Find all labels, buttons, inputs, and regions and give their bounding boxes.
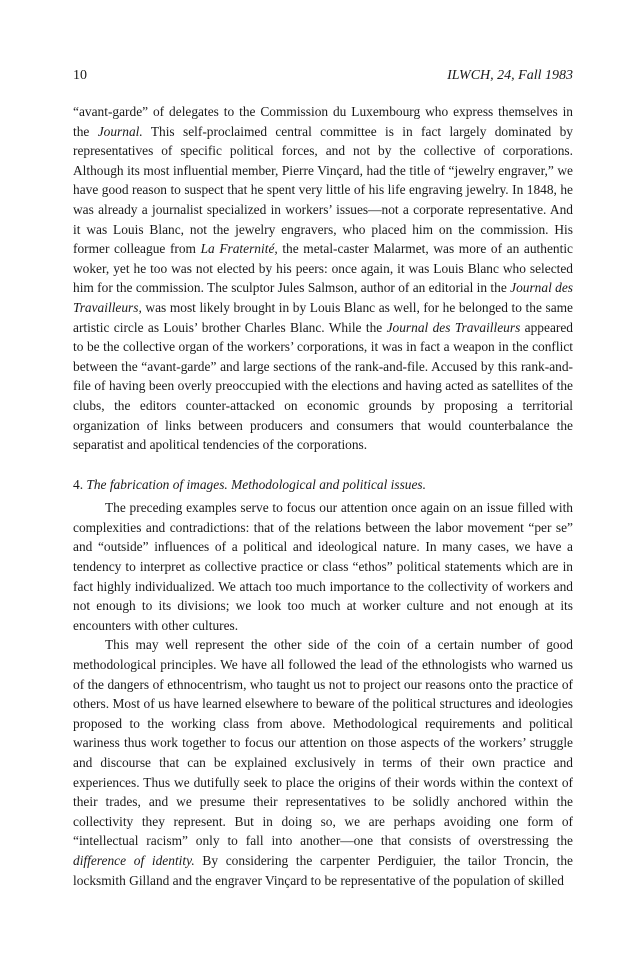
body-paragraph-2: The preceding examples serve to focus our attention once again on an issue filled with complexities and contradictions: that of the relations between the labor movement “per se” and “outside” influences of a political and ideological nature. In many cases, we have a tendency to interpret as collective practice or class “ethos” political statements which are in fact highly individualized. We attach too much importance to the collectivity of workers and not enough to its divisions; we look too much at worker culture and not enough at its encounters with other cultures. bbox=[73, 500, 573, 633]
journal-citation: ILWCH, 24, Fall 1983 bbox=[447, 68, 573, 83]
section-heading bbox=[73, 475, 573, 495]
text-run-italic: Journal. bbox=[97, 123, 143, 139]
text-run: “avant-garde” of delegates to the Commission du Luxembourg who express themselves in the bbox=[73, 104, 573, 139]
text-run: This may well represent the other side of the coin of a certain number of good methodological principles. We have all followed the lead of the ethnologists who warned us of the dangers of ethnocentrism, who taught us not to project our reasons onto the practice of others. Most of us have learned elsewhere to beware of the political structures and ideologies proposed to the working class from above. Methodological requirements and political wariness thus work together to focus our attention on those aspects of the workers’ struggle and discourse that can be explained exclusively in terms of their own practice and experiences. Thus we dutifully seek to place the origins of their words within the context of their trades, and we presume their representatives to be solidly anchored within the collectivity they represent. But in doing so, we are perhaps avoiding one form of “intellectual racism” only to fall into another—one that consists of overstressing the bbox=[73, 637, 573, 849]
text-run-italic: difference of identity. bbox=[73, 852, 195, 868]
running-header bbox=[73, 68, 573, 84]
text-run: was most likely brought in by Louis Blanc as well, for he belonged to the same artistic circle as Louis’ brother Charles Blanc. While the bbox=[73, 299, 573, 335]
text-run: appeared to be the collective organ of the workers’ corporations, it was in fact a weapon in the conflict between the “avant-garde” and large sections of the rank-and-file. Accused by this rank-and-file of having been overly preoccupied with the elections and having acted as satellites of the clubs, the editors counter-attacked on economic grounds by proposing a territorial organization of links between producers and consumers that would counterbalance the separatist and apolitical tendencies of the corporations. bbox=[73, 319, 573, 453]
text-run: the metal-caster Malarmet, was more of an authentic woker, yet he too was not elected by his peers: once again, it was Louis Blanc who selected him for the commission. The sculptor Jules Salmson, author of an editorial in the bbox=[73, 241, 573, 296]
text-run: This self-proclaimed central committee is in fact largely dominated by representatives of specific political forces, and not by the collective of corporations. Although its most influential member, Pierre Vinçard, had the title of “jewelry engraver,” we have good reason to suspect that he spent very little of his life engraving jewelry. In 1848, he was already a journalist specialized in workers’ issues—not a corporate representative. And it was Louis Blanc, not the jewelry engravers, who placed him on the commission. His former colleague from bbox=[73, 123, 573, 257]
page-number: 10 bbox=[73, 68, 87, 83]
section-number: 4. bbox=[73, 476, 84, 492]
text-run: By considering the carpenter Perdiguier, the tailor Troncin, the locksmith Gilland and the engraver Vinçard to be representative of the population of skilled bbox=[73, 852, 574, 888]
text-run-italic: La Fraternité, bbox=[200, 241, 278, 257]
body-paragraph-3 bbox=[73, 635, 573, 890]
text-run-italic: Journal des Travailleurs bbox=[386, 319, 521, 335]
page bbox=[73, 68, 573, 890]
body-paragraph-1 bbox=[73, 102, 573, 455]
text-run-italic: Journal des Travailleurs, bbox=[73, 280, 573, 315]
section-title: The fabrication of images. Methodological and political issues. bbox=[86, 476, 426, 492]
